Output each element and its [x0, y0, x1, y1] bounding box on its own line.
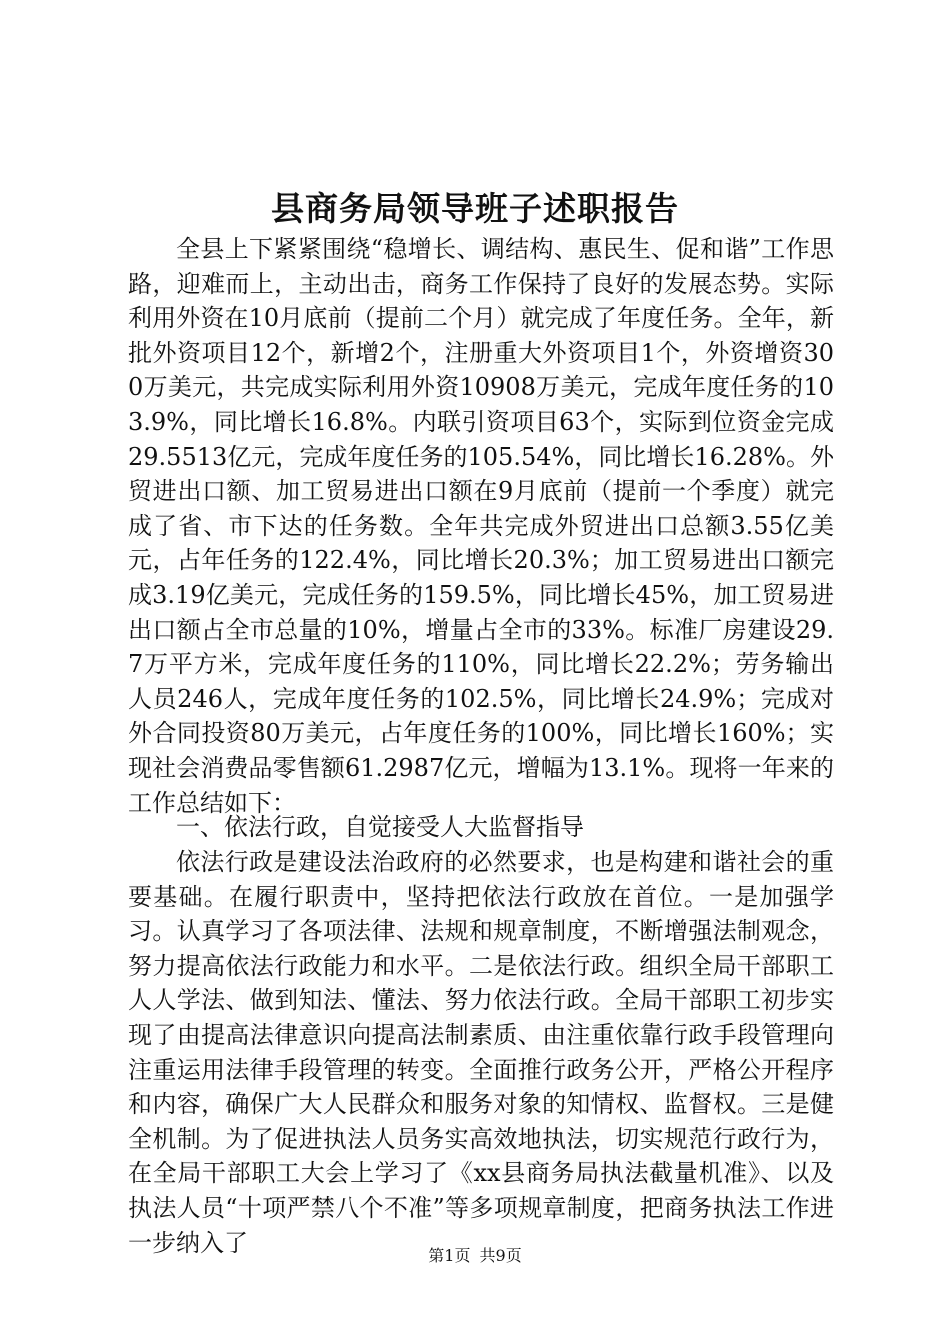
section-paragraph-1: 依法行政是建设法治政府的必然要求，也是构建和谐社会的重要基础。在履行职责中，坚持把依法行政放在首位。一是加强学习。认真学习了各项法律、法规和规章制度，不断增强法制观念，努力提高依法行政能力和水平。二是依法行政。组织全局干部职工人人学法、做到知法、懂法、努力依法行政。全局干部职工初步实现了由提高法律意识向提高法制素质、由注重依靠行政手段管理向注重运用法律手段管理的转变。全面推行政务公开，严格公开程序和内容，确保广大人民群众和服务对象的知情权、监督权。三是健全机制。为了促进执法人员务实高效地执法，切实规范行政行为，在全局干部职工大会上学习了《xx县商务局执法截量机准》、以及执法人员“十项严禁八个不准”等多项规章制度，把商务执法工作进一步纳入了: [128, 848, 834, 1257]
document-title: 县商务局领导班子述职报告: [271, 189, 679, 228]
page-footer: 第1页 共9页: [428, 1246, 522, 1265]
intro-paragraph: 全县上下紧紧围绕“稳增长、调结构、惠民生、促和谐”工作思路，迎难而上，主动出击，商务工作保持了良好的发展态势。实际利用外资在10月底前（提前二个月）就完成了年度任务。全年，新批外资项目12个，新增2个，注册重大外资项目1个，外资增资300万美元，共完成实际利用外资10908万美元，完成年度任务的103.9%，同比增长16.8%。内联引资项目63个，实际到位资金完成29.5513亿元，完成年度任务的105.54%，同比增长16.28%。外贸进出口额、加工贸易进出口额在9月底前（提前一个季度）就完成了省、市下达的任务数。全年共完成外贸进出口总额3.55亿美元，占年任务的122.4%，同比增长20.3%；加工贸易进出口额完成3.19亿美元，完成任务的159.5%，同比增长45%，加工贸易进出口额占全市总量的10%，增量占全市的33%。标准厂房建设29.7万平方米，完成年度任务的110%，同比增长22.2%；劳务输出人员246人，完成年度任务的102.5%，同比增长24.9%；完成对外合同投资80万美元，占年度任务的100%，同比增长160%；实现社会消费品零售额61.2987亿元，增幅为13.1%。现将一年来的工作总结如下：: [128, 235, 834, 817]
section-heading-1: 一、依法行政，自觉接受人大监督指导: [176, 813, 584, 841]
